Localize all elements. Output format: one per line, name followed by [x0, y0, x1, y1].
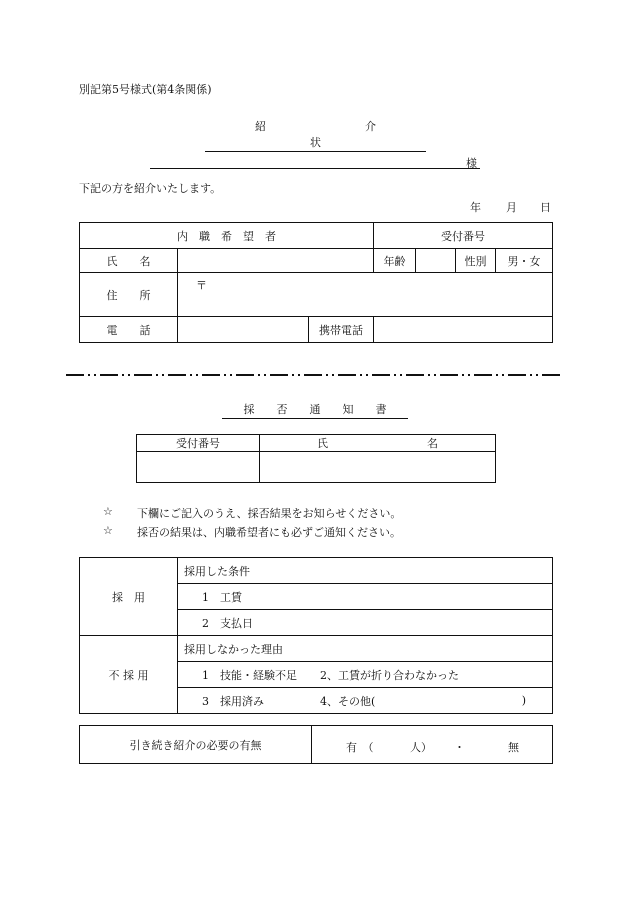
referral-label: 引き続き紹介の必要の有無 [80, 726, 312, 764]
note2-text: 採否の結果は、内職希望者にも必ずご通知ください。 [137, 526, 401, 539]
phone-label: 電 話 [80, 317, 178, 343]
reason-skill[interactable]: 1 技能・経験不足 [202, 668, 297, 682]
mobile-label: 携帯電話 [309, 317, 374, 343]
notice-title-text: 採 否 通 知 書 [243, 403, 387, 416]
document-title [205, 118, 475, 152]
cut-line [66, 371, 560, 379]
referral-options[interactable] [312, 726, 553, 764]
address-label: 住 所 [80, 273, 178, 317]
referral-table [79, 725, 553, 764]
hired-label: 採 用 [80, 558, 178, 636]
notice-name-field[interactable] [260, 452, 496, 483]
mobile-field[interactable] [374, 317, 553, 343]
date-day: 日 [540, 201, 551, 214]
address-field[interactable] [178, 273, 553, 317]
date-month: 月 [506, 201, 517, 214]
date-year: 年 [470, 201, 481, 214]
sex-label: 性別 [456, 249, 496, 273]
name-field[interactable] [178, 249, 374, 273]
document-title-text: 紹 介 状 [255, 120, 475, 149]
sex-options[interactable]: 男・女 [496, 249, 553, 273]
not-hired-reasons-label: 採用しなかった理由 [178, 636, 553, 662]
phone-field[interactable] [178, 317, 309, 343]
hired-item-wage[interactable]: 1 工賃 [178, 584, 553, 610]
referral-persons: 人） [410, 741, 432, 754]
addressee-suffix: 様 [466, 157, 477, 170]
note2-star-icon: ☆ [103, 524, 113, 537]
reason-row-2[interactable] [178, 688, 553, 714]
age-field[interactable] [416, 249, 456, 273]
not-hired-label: 不 採 用 [80, 636, 178, 714]
addressee-line [150, 168, 480, 169]
reason-wage[interactable]: 2、工賃が折り合わなかった [320, 668, 459, 682]
receipt-number-label: 受付番号 [374, 223, 553, 249]
postal-mark-icon: 〒 [196, 279, 207, 292]
notice-receipt-label: 受付番号 [137, 435, 260, 452]
notice-receipt-field[interactable] [137, 452, 260, 483]
intro-text: 下記の方を紹介いたします。 [79, 182, 222, 195]
hired-conditions-label: 採用した条件 [178, 558, 553, 584]
notice-name-label: 氏 名 [260, 435, 496, 452]
notice-title [222, 401, 408, 419]
applicant-heading: 内 職 希 望 者 [80, 223, 374, 249]
reason-other[interactable]: 4、その他( [320, 694, 376, 708]
age-label: 年齢 [374, 249, 416, 273]
reason-row-1[interactable] [178, 662, 553, 688]
result-table [79, 557, 553, 714]
note1-text: 下欄にご記入のうえ、採否結果をお知らせください。 [137, 507, 402, 520]
reason-filled[interactable]: 3 採用済み [202, 694, 264, 708]
form-number: 別記第5号様式(第4条関係) [79, 83, 212, 96]
reason-other-close: ) [521, 694, 526, 707]
name-label: 氏 名 [80, 249, 178, 273]
applicant-table [79, 222, 553, 343]
referral-separator: ・ [454, 741, 465, 754]
referral-no[interactable]: 無 [508, 741, 519, 754]
note1-star-icon: ☆ [103, 505, 113, 518]
hired-item-payday[interactable]: 2 支払日 [178, 610, 553, 636]
notice-table [136, 434, 496, 483]
referral-yes[interactable]: 有 （ [346, 741, 374, 754]
